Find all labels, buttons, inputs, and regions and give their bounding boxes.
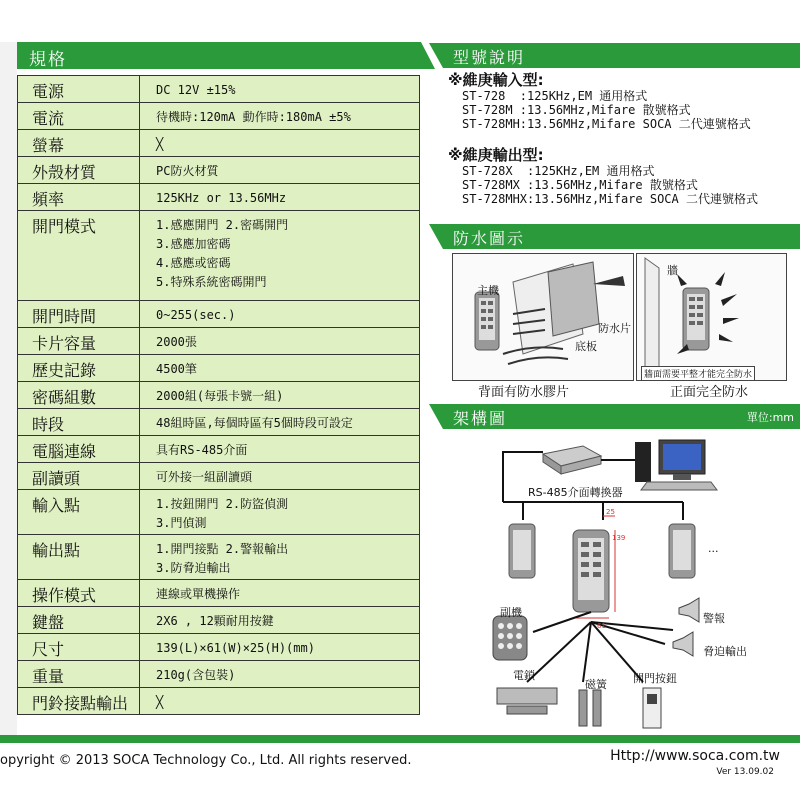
- label-converter: RS-485介面轉換器: [528, 486, 623, 499]
- spec-value: [140, 184, 420, 211]
- spec-key: 門鈴接點輸出: [18, 688, 140, 715]
- spec-value: [140, 535, 420, 580]
- spec-value-line: ╳: [156, 137, 164, 151]
- spec-value: [140, 103, 420, 130]
- architecture-title: 架構圖: [453, 409, 508, 428]
- spec-value-line: 待機時:120mA 動作時:180mA ±5%: [156, 110, 351, 124]
- label-magnet: 磁簧: [585, 678, 607, 691]
- spec-row: [18, 661, 420, 688]
- caption-front: 正面完全防水: [670, 385, 749, 400]
- spec-row: [18, 355, 420, 382]
- label-gasket: 防水片: [598, 322, 631, 335]
- spec-value-line: 0~255(sec.): [156, 308, 236, 322]
- spec-key: 時段: [18, 409, 140, 436]
- waterproof-front-panel: [636, 253, 787, 381]
- version: Ver 13.09.02: [716, 767, 774, 777]
- spec-key: 操作模式: [18, 580, 140, 607]
- left-margin-strip: [0, 42, 17, 742]
- input-models: [448, 73, 751, 131]
- input-model-line: ST-728MH:13.56MHz,Mifare SOCA 二代連號格式: [462, 117, 751, 131]
- spec-table: [17, 75, 420, 715]
- spec-header: 規格: [17, 42, 421, 69]
- spec-value-line: 2000組(每張卡號一組): [156, 389, 284, 403]
- spec-key: 開門模式: [18, 211, 140, 301]
- spec-value-line: 3.感應加密碼: [156, 237, 231, 251]
- waterproof-header: 防水圖示: [443, 224, 800, 249]
- spec-value-line: 139(L)×61(W)×25(H)(mm): [156, 641, 315, 655]
- spec-value-line: 2X6 , 12顆耐用按鍵: [156, 614, 274, 628]
- output-model-line: ST-728MX :13.56MHz,Mifare 散號格式: [462, 178, 698, 192]
- dim-height: 139: [612, 534, 626, 542]
- spec-row: [18, 157, 420, 184]
- label-alarm: 警報: [703, 612, 725, 625]
- architecture-diagram: [443, 432, 800, 737]
- bottom-bar: [0, 735, 800, 743]
- label-host: 主機: [477, 284, 499, 297]
- spec-value: [140, 130, 420, 157]
- output-model-line: ST-728MHX:13.56MHz,Mifare SOCA 二代連號格式: [462, 192, 758, 206]
- spec-value-line: PC防火材質: [156, 164, 219, 178]
- spec-value: [140, 607, 420, 634]
- spec-value-line: 連線或單機操作: [156, 587, 241, 601]
- label-sub-reader: 副機: [500, 606, 522, 619]
- spec-row: [18, 382, 420, 409]
- label-button: 開門按鈕: [633, 672, 677, 685]
- spec-key: 螢幕: [18, 130, 140, 157]
- spec-row: [18, 103, 420, 130]
- spec-value: [140, 157, 420, 184]
- spec-row: [18, 130, 420, 157]
- spec-row: [18, 301, 420, 328]
- spec-value: [140, 436, 420, 463]
- spec-key: 電源: [18, 76, 140, 103]
- spec-value: [140, 301, 420, 328]
- spec-row: [18, 535, 420, 580]
- spec-key: 副讀頭: [18, 463, 140, 490]
- spec-value-line: 125KHz or 13.56MHz: [156, 191, 287, 205]
- output-models-title: ※維庚輸出型:: [448, 146, 544, 164]
- spec-row: [18, 607, 420, 634]
- spec-value: [140, 409, 420, 436]
- spec-row: [18, 436, 420, 463]
- spec-key: 尺寸: [18, 634, 140, 661]
- label-ellipsis: ...: [708, 542, 719, 555]
- spec-value-line: 可外接一組副讀頭: [156, 470, 253, 484]
- spec-key: 輸出點: [18, 535, 140, 580]
- architecture-header: [443, 404, 800, 429]
- spec-value-line: 3.防脅迫輸出: [156, 561, 231, 575]
- label-lock: 電鎖: [513, 669, 535, 682]
- spec-value: [140, 688, 420, 715]
- spec-value-line: 2000張: [156, 335, 197, 349]
- spec-value-line: 1.按鈕開門 2.防盜偵測: [156, 497, 289, 511]
- spec-value: [140, 355, 420, 382]
- spec-row: [18, 688, 420, 715]
- spec-value: [140, 382, 420, 409]
- spec-row: [18, 580, 420, 607]
- spec-key: 密碼組數: [18, 382, 140, 409]
- spec-row: [18, 211, 420, 301]
- copyright: opyright © 2013 SOCA Technology Co., Ltd. All rights reserved.: [0, 753, 412, 768]
- spec-value-line: 4.感應或密碼: [156, 256, 231, 270]
- website-url: Http://www.soca.com.tw: [610, 748, 780, 764]
- spec-value: [140, 463, 420, 490]
- spec-value-line: ╳: [156, 695, 164, 709]
- output-models: [448, 148, 758, 206]
- front-diagram: [637, 254, 788, 382]
- spec-row: [18, 490, 420, 535]
- wall-note: 牆面需要平整才能完全防水: [641, 366, 755, 381]
- spec-row: [18, 463, 420, 490]
- spec-key: 電流: [18, 103, 140, 130]
- spec-key: 開門時間: [18, 301, 140, 328]
- spec-value-line: 210g(含包裝): [156, 668, 236, 682]
- caption-back: 背面有防水膠片: [478, 385, 570, 400]
- spec-key: 電腦連線: [18, 436, 140, 463]
- input-model-line: ST-728 :125KHz,EM 通用格式: [462, 89, 648, 103]
- spec-value: [140, 580, 420, 607]
- spec-value: [140, 634, 420, 661]
- spec-value-line: 3.門偵測: [156, 516, 207, 530]
- spec-key: 外殼材質: [18, 157, 140, 184]
- spec-value: [140, 661, 420, 688]
- spec-key: 重量: [18, 661, 140, 688]
- spec-row: [18, 328, 420, 355]
- dim-width: 61: [597, 622, 606, 630]
- spec-value-line: DC 12V ±15%: [156, 83, 236, 97]
- spec-value-line: 1.開門接點 2.警報輸出: [156, 542, 289, 556]
- spec-value-line: 具有RS-485介面: [156, 443, 248, 457]
- spec-value-line: 1.感應開門 2.密碼開門: [156, 218, 289, 232]
- spec-row: [18, 409, 420, 436]
- spec-value: [140, 490, 420, 535]
- spec-value: [140, 328, 420, 355]
- spec-row: [18, 634, 420, 661]
- back-diagram: [453, 254, 635, 382]
- output-model-line: ST-728X :125KHz,EM 通用格式: [462, 164, 655, 178]
- spec-key: 輸入點: [18, 490, 140, 535]
- spec-key: 頻率: [18, 184, 140, 211]
- spec-row: [18, 76, 420, 103]
- spec-value: [140, 211, 420, 301]
- spec-key: 鍵盤: [18, 607, 140, 634]
- models-header: 型號說明: [443, 43, 800, 68]
- waterproof-back-panel: [452, 253, 634, 381]
- input-models-title: ※維庚輸入型:: [448, 71, 544, 89]
- unit-label: 單位:mm: [746, 411, 794, 424]
- label-wall: 牆: [667, 264, 678, 277]
- spec-value-line: 4500筆: [156, 362, 197, 376]
- label-base: 底板: [575, 340, 597, 353]
- spec-value-line: 48組時區,每個時區有5個時段可設定: [156, 416, 353, 430]
- spec-value-line: 5.特殊系統密碼開門: [156, 275, 267, 289]
- dim-depth: 25: [606, 508, 615, 516]
- input-model-line: ST-728M :13.56MHz,Mifare 散號格式: [462, 103, 691, 117]
- spec-key: 卡片容量: [18, 328, 140, 355]
- label-duress: 脅迫輸出: [703, 645, 747, 658]
- spec-row: [18, 184, 420, 211]
- spec-value: [140, 76, 420, 103]
- spec-key: 歷史記錄: [18, 355, 140, 382]
